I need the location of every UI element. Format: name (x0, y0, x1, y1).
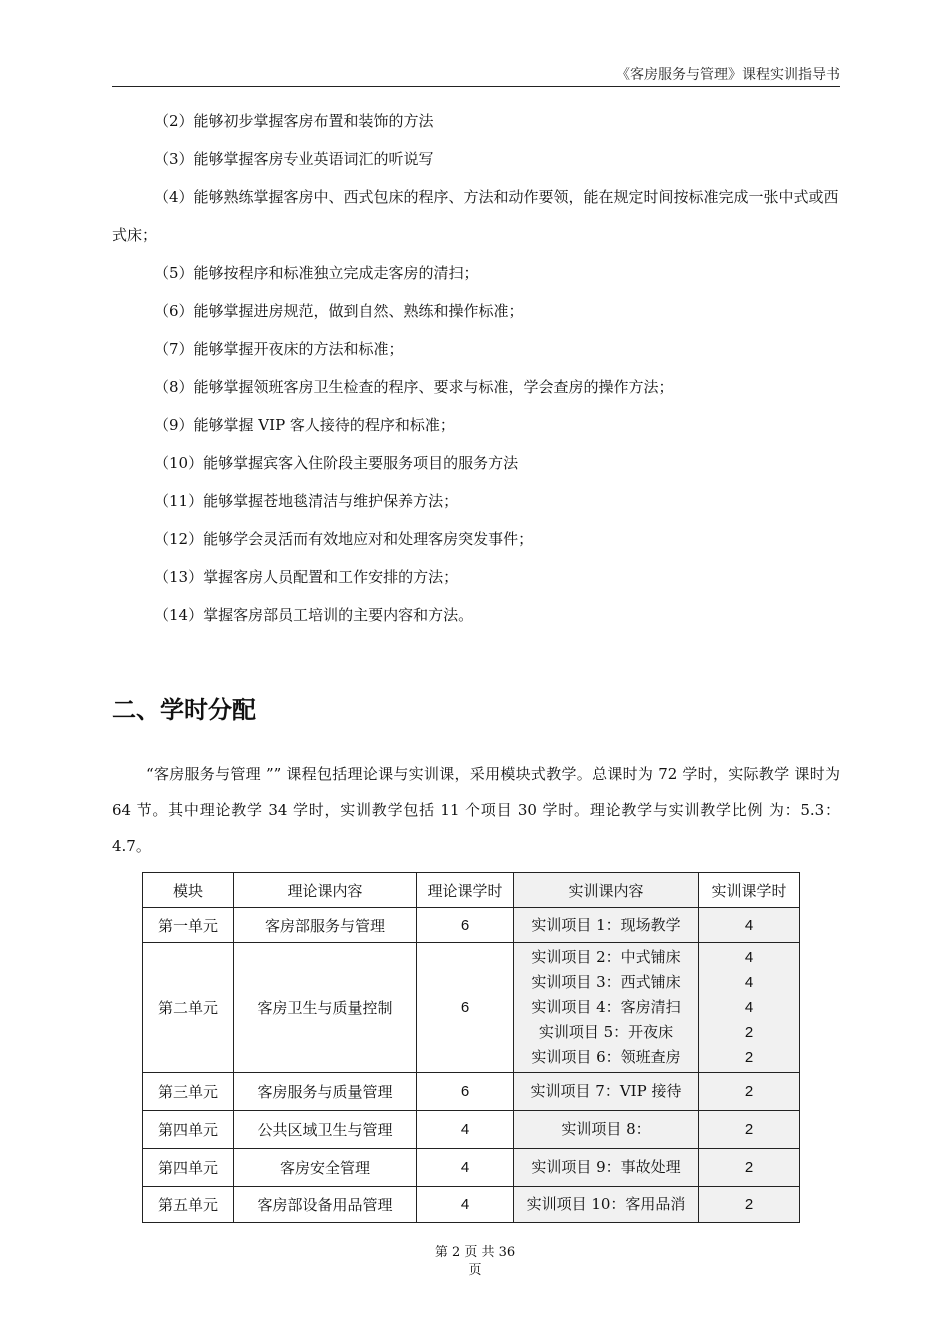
project-item: 实训项目 7：VIP 接待 (530, 1082, 682, 1100)
project-item: 实训项目 2：中式铺床 (531, 948, 681, 966)
project-hours-item: 4 (744, 999, 754, 1016)
content-cell: 客房服务与质量管理 (234, 1073, 417, 1111)
project-hours-item: 4 (744, 949, 754, 966)
column-header: 实训课学时 (699, 873, 800, 908)
project-cell (514, 1073, 699, 1111)
content-cell: 客房卫生与质量控制 (234, 943, 417, 1073)
project-hours-cell (699, 1149, 800, 1187)
page-number: 第 2 页 共 36 (434, 1245, 516, 1260)
page-header (112, 64, 840, 87)
project-item: 实训项目 1：现场教学 (531, 915, 681, 934)
table-row (143, 1111, 800, 1149)
section-title: 二、学时分配 (112, 696, 256, 724)
objectives-list (112, 102, 842, 634)
table-row (143, 1073, 800, 1111)
objective-item: （8）能够掌握领班客房卫生检查的程序、要求与标准，学会查房的操作方法； (154, 378, 674, 396)
content-cell: 客房部设备用品管理 (234, 1187, 417, 1223)
page-number-continued: 页 (468, 1263, 482, 1278)
project-hours-cell (699, 1073, 800, 1111)
project-item: 实训项目 6：领班查房 (531, 1048, 681, 1066)
project-hours-cell (699, 1111, 800, 1149)
hours-cell: 4 (417, 1111, 514, 1149)
hours-table (142, 872, 800, 1223)
table-row (143, 1149, 800, 1187)
project-hours-item: 2 (744, 1083, 754, 1100)
project-cell (514, 908, 699, 943)
objective-item: （4）能够熟练掌握客房中、西式包床的程序、方法和动作要领，能在规定时间按标准完成一张中式或西式床； (112, 188, 839, 244)
project-hours-cell (699, 943, 800, 1073)
project-hours-item: 2 (744, 1196, 754, 1213)
hours-cell: 4 (417, 1187, 514, 1223)
project-item: 实训项目 8： (561, 1120, 651, 1138)
objective-item: （6）能够掌握进房规范，做到自然、熟练和操作标准； (154, 302, 524, 320)
project-cell (514, 1149, 699, 1187)
page-footer (0, 1244, 950, 1280)
objective-item: （5）能够按程序和标准独立完成走客房的清扫； (154, 264, 479, 282)
project-cell (514, 943, 699, 1073)
column-header: 理论课学时 (417, 873, 514, 908)
project-item: 实训项目 5：开夜床 (538, 1023, 674, 1041)
objective-item: （13）掌握客房人员配置和工作安排的方法； (154, 568, 459, 586)
hours-cell: 6 (417, 908, 514, 943)
module-cell: 第四单元 (143, 1111, 234, 1149)
objective-item: （7）能够掌握开夜床的方法和标准； (154, 340, 404, 358)
content-cell: 公共区域卫生与管理 (234, 1111, 417, 1149)
table-row (143, 1187, 800, 1223)
project-hours-item: 2 (744, 1159, 754, 1176)
content-cell: 客房部服务与管理 (234, 908, 417, 943)
objective-item: （11）能够掌握苍地毯清洁与维护保养方法； (154, 492, 459, 510)
project-hours-cell (699, 1187, 800, 1223)
module-cell: 第五单元 (143, 1187, 234, 1223)
hours-cell: 4 (417, 1149, 514, 1187)
objective-item: （14）掌握客房部员工培训的主要内容和方法。 (154, 606, 474, 624)
project-item: 实训项目 3：西式铺床 (531, 973, 681, 991)
project-cell (514, 1187, 699, 1223)
project-hours-item: 2 (744, 1024, 754, 1041)
module-cell: 第一单元 (143, 908, 234, 943)
project-item: 实训项目 9：事故处理 (531, 1158, 681, 1176)
column-header: 理论课内容 (234, 873, 417, 908)
project-hours-item: 4 (744, 916, 754, 934)
objective-item: （12）能够学会灵活而有效地应对和处理客房突发事件； (154, 530, 534, 548)
table-row (143, 943, 800, 1073)
objective-item: （10）能够掌握宾客入住阶段主要服务项目的服务方法 (154, 454, 519, 472)
project-cell (514, 1111, 699, 1149)
table-header-row (143, 873, 800, 908)
hours-cell: 6 (417, 943, 514, 1073)
column-header: 模块 (143, 873, 234, 908)
objective-item: （2）能够初步掌握客房布置和装饰的方法 (154, 112, 434, 130)
objective-item: （3）能够掌握客房专业英语词汇的听说写 (154, 150, 434, 168)
column-header: 实训课内容 (514, 873, 699, 908)
project-hours-item: 2 (744, 1049, 754, 1066)
header-title: 《客房服务与管理》课程实训指导书 (616, 67, 840, 83)
table-row (143, 908, 800, 943)
module-cell: 第三单元 (143, 1073, 234, 1111)
project-hours-item: 4 (744, 974, 754, 991)
project-item: 实训项目 10：客用品消 (526, 1195, 686, 1213)
module-cell: 第二单元 (143, 943, 234, 1073)
content-cell: 客房安全管理 (234, 1149, 417, 1187)
project-item: 实训项目 4：客房清扫 (531, 998, 681, 1016)
hours-cell: 6 (417, 1073, 514, 1111)
module-cell: 第四单元 (143, 1149, 234, 1187)
objective-item: （9）能够掌握 VIP 客人接待的程序和标准； (154, 416, 455, 434)
project-hours-item: 2 (744, 1121, 754, 1138)
project-hours-cell (699, 908, 800, 943)
intro-paragraph: “客房服务与管理 ”” 课程包括理论课与实训课，采用模块式教学。总课时为 72 学时，实际教学 课时为 64 节。其中理论教学 34 学时，实训教学包括 11 个项目 30 学时。理论教学与实训教学比例 为：5.3：4.7。 (112, 765, 840, 855)
